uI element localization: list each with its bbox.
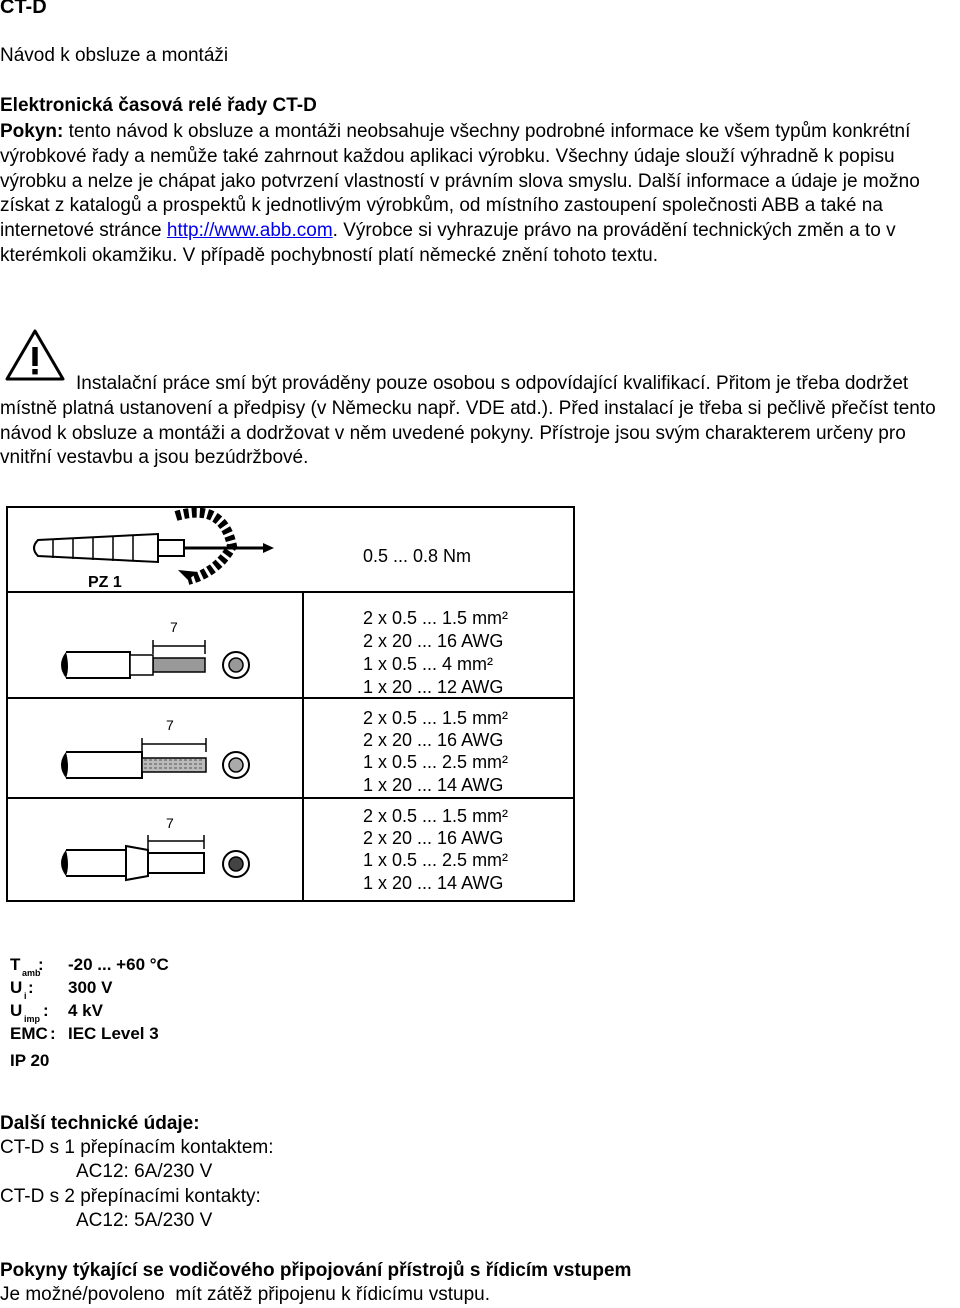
torque-value: 0.5 ... 0.8 Nm <box>363 546 472 566</box>
row1-line4: 1 x 20 ... 12 AWG <box>363 677 504 697</box>
spec-value-emc: IEC Level 3 <box>68 1024 159 1043</box>
note-label: Pokyn: <box>0 121 64 142</box>
spec-value-ui: 300 V <box>68 978 113 997</box>
control-text: Je možné/povoleno mít zátěž připojenu k řídicímu vstupu. <box>0 1284 491 1305</box>
strip-length-3: 7 <box>166 815 174 831</box>
row1-line1: 2 x 0.5 ... 1.5 mm² <box>363 608 509 628</box>
svg-text::: : <box>43 1001 49 1020</box>
row1-line3: 1 x 0.5 ... 4 mm² <box>363 654 494 674</box>
note-text-1: tento návod k obsluze a montáži neobsahuje všechny podrobné informace ke všem typům konkrétní výrobkové řady a nemůže také zahrnout každou aplikaci výrobku. Všechny údaje slouží výhradně k popisu výrobku a nelze je chápat jako potvrzení vlastností v právním slova smyslu. Další informace a údaje je možno získat z katalogů a prospektů k jednotlivým výrobkům, od místního zastoupení společnosti ABB a také na internetové stránce <box>0 121 920 242</box>
document-code: CT-D <box>0 0 47 18</box>
spec-symbol-ui: U <box>10 978 23 997</box>
row2-line2: 2 x 20 ... 16 AWG <box>363 730 504 750</box>
screwdriver-label: PZ 1 <box>88 574 122 591</box>
product-heading: Elektronická časová relé řady CT-D <box>0 95 317 116</box>
ferrule-wire-icon <box>61 835 249 880</box>
technical-line1-value: AC12: 6A/230 V <box>76 1161 213 1182</box>
row2-line4: 1 x 20 ... 14 AWG <box>363 775 504 795</box>
control-heading: Pokyny týkající se vodičového připojování přístrojů s řídicím vstupem <box>0 1260 632 1281</box>
warning-text: Instalační práce smí být prováděny pouze osobou s odpovídající kvalifikací. Přitom je třeba dodržet místně platná ustanovení a předpisy (v Německu např. VDE atd.). Před instalací je třeba si pečlivě přečíst tento návod k obsluze a montáži a dodržovat v něm uvedené pokyny. Přístroje jsou svým charakterem určeny pro vnitřní vestavbu a jsou bezúdržbové. <box>0 373 936 469</box>
wiring-figure <box>6 506 575 902</box>
svg-text::: : <box>28 978 34 997</box>
row3-line3: 1 x 0.5 ... 2.5 mm² <box>363 850 509 870</box>
spec-sub-tamb: amb <box>22 968 41 978</box>
note-text-2: . Výrobce si vyhrazuje právo na provádění technických změn a to v kterémkoli okamžiku. V případě pochybností platí německé znění tohoto textu. <box>0 220 896 266</box>
spec-sub-uimp: imp <box>24 1014 41 1024</box>
row3-line2: 2 x 20 ... 16 AWG <box>363 828 504 848</box>
row2-line3: 1 x 0.5 ... 2.5 mm² <box>363 752 509 772</box>
technical-line2-value: AC12: 5A/230 V <box>76 1210 213 1231</box>
spec-ip-rating: IP 20 <box>10 1051 50 1070</box>
stranded-wire-icon <box>61 738 249 778</box>
row3-line4: 1 x 20 ... 14 AWG <box>363 873 504 893</box>
spec-value-tamb: -20 ... +60 °C <box>68 955 169 974</box>
spec-symbol-emc: EMC <box>10 1024 48 1043</box>
svg-text::: : <box>38 955 44 974</box>
spec-symbol-tamb: T <box>10 955 21 974</box>
intro-paragraph <box>0 120 958 269</box>
row2-line1: 2 x 0.5 ... 1.5 mm² <box>363 708 509 728</box>
row3-line1: 2 x 0.5 ... 1.5 mm² <box>363 806 509 826</box>
row1-line2: 2 x 20 ... 16 AWG <box>363 631 504 651</box>
screwdriver-icon <box>34 513 274 580</box>
spec-value-uimp: 4 kV <box>68 1001 103 1020</box>
spec-sub-ui: i <box>24 991 27 1001</box>
solid-wire-icon <box>61 640 249 678</box>
document-subtitle: Návod k obsluze a montáži <box>0 45 229 66</box>
technical-line2: CT-D s 2 přepínacími kontakty: <box>0 1186 261 1207</box>
strip-length-1: 7 <box>170 619 178 635</box>
svg-text::: : <box>50 1024 56 1043</box>
ratings-block <box>8 952 188 1072</box>
spec-symbol-uimp: U <box>10 1001 23 1020</box>
technical-heading: Další technické údaje: <box>0 1113 200 1134</box>
strip-length-2: 7 <box>166 717 174 733</box>
abb-link[interactable]: http://www.abb.com <box>166 220 333 242</box>
technical-line1: CT-D s 1 přepínacím kontaktem: <box>0 1137 274 1158</box>
